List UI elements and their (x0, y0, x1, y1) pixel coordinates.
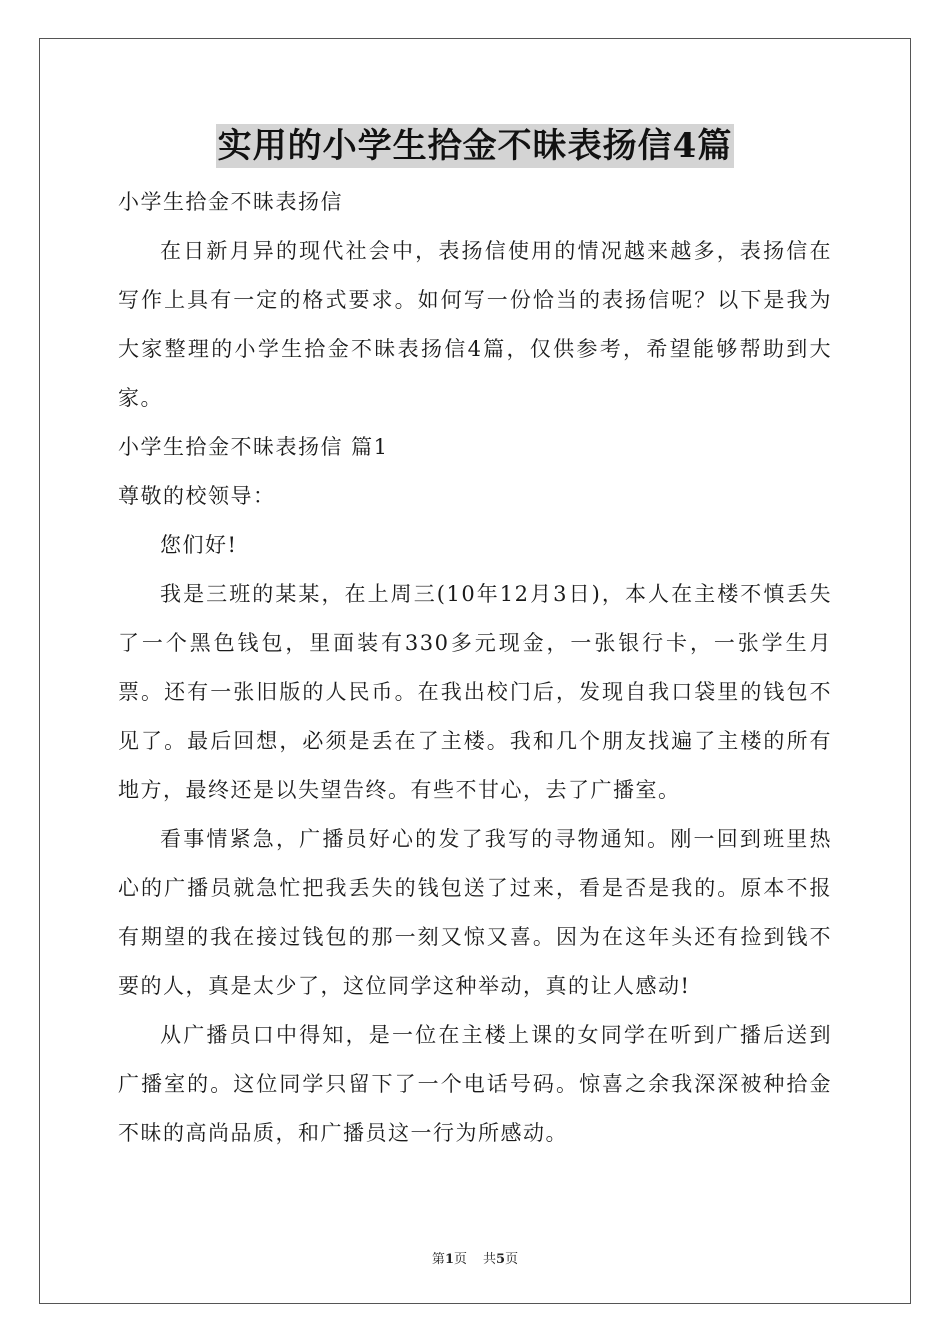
body-paragraph: 小学生拾金不昧表扬信 篇1 (118, 435, 389, 459)
body-paragraph: 我是三班的某某，在上周三(10年12月3日)，本人在主楼不慎丢失了一个黑色钱包，里面装有330多元现金，一张银行卡，一张学生月票。还有一张旧版的人民币。在我出校门后，发现自我口袋里的钱包不见了。最后回想，必须是丢在了主楼。我和几个朋友找遍了主楼的所有地方，最终还是以失望告终。有些不甘心，去了广播室。 (118, 582, 832, 802)
total-suffix: 页 (505, 1252, 519, 1267)
body-paragraph: 尊敬的校领导： (118, 484, 276, 508)
title-container (0, 124, 950, 168)
document-title: 实用的小学生拾金不昧表扬信4篇 (217, 126, 733, 166)
body-paragraph: 从广播员口中得知，是一位在主楼上课的女同学在听到广播后送到广播室的。这位同学只留下了一个电话号码。惊喜之余我深深被种拾金不昧的高尚品质，和广播员这一行为所感动。 (118, 1023, 832, 1145)
page-suffix: 页 (453, 1252, 467, 1267)
body-paragraph: 看事情紧急，广播员好心的发了我写的寻物通知。刚一回到班里热心的广播员就急忙把我丢失的钱包送了过来，看是否是我的。原本不报有期望的我在接过钱包的那一刻又惊又喜。因为在这年头还有捡到钱不要的人，真是太少了，这位同学这种举动，真的让人感动! (118, 827, 832, 998)
total-prefix: 共 (483, 1252, 497, 1267)
body-paragraph: 在日新月异的现代社会中，表扬信使用的情况越来越多，表扬信在写作上具有一定的格式要求。如何写一份恰当的表扬信呢？以下是我为大家整理的小学生拾金不昧表扬信4篇，仅供参考，希望能够帮助到大家。 (118, 239, 832, 410)
body-paragraph: 小学生拾金不昧表扬信 (118, 190, 343, 214)
page-prefix: 第 (431, 1252, 445, 1267)
page-footer (0, 1248, 950, 1267)
page-current: 1 (444, 1252, 454, 1267)
body-paragraph: 您们好! (160, 533, 238, 557)
page-total: 5 (496, 1252, 506, 1267)
document-body (118, 178, 832, 1158)
